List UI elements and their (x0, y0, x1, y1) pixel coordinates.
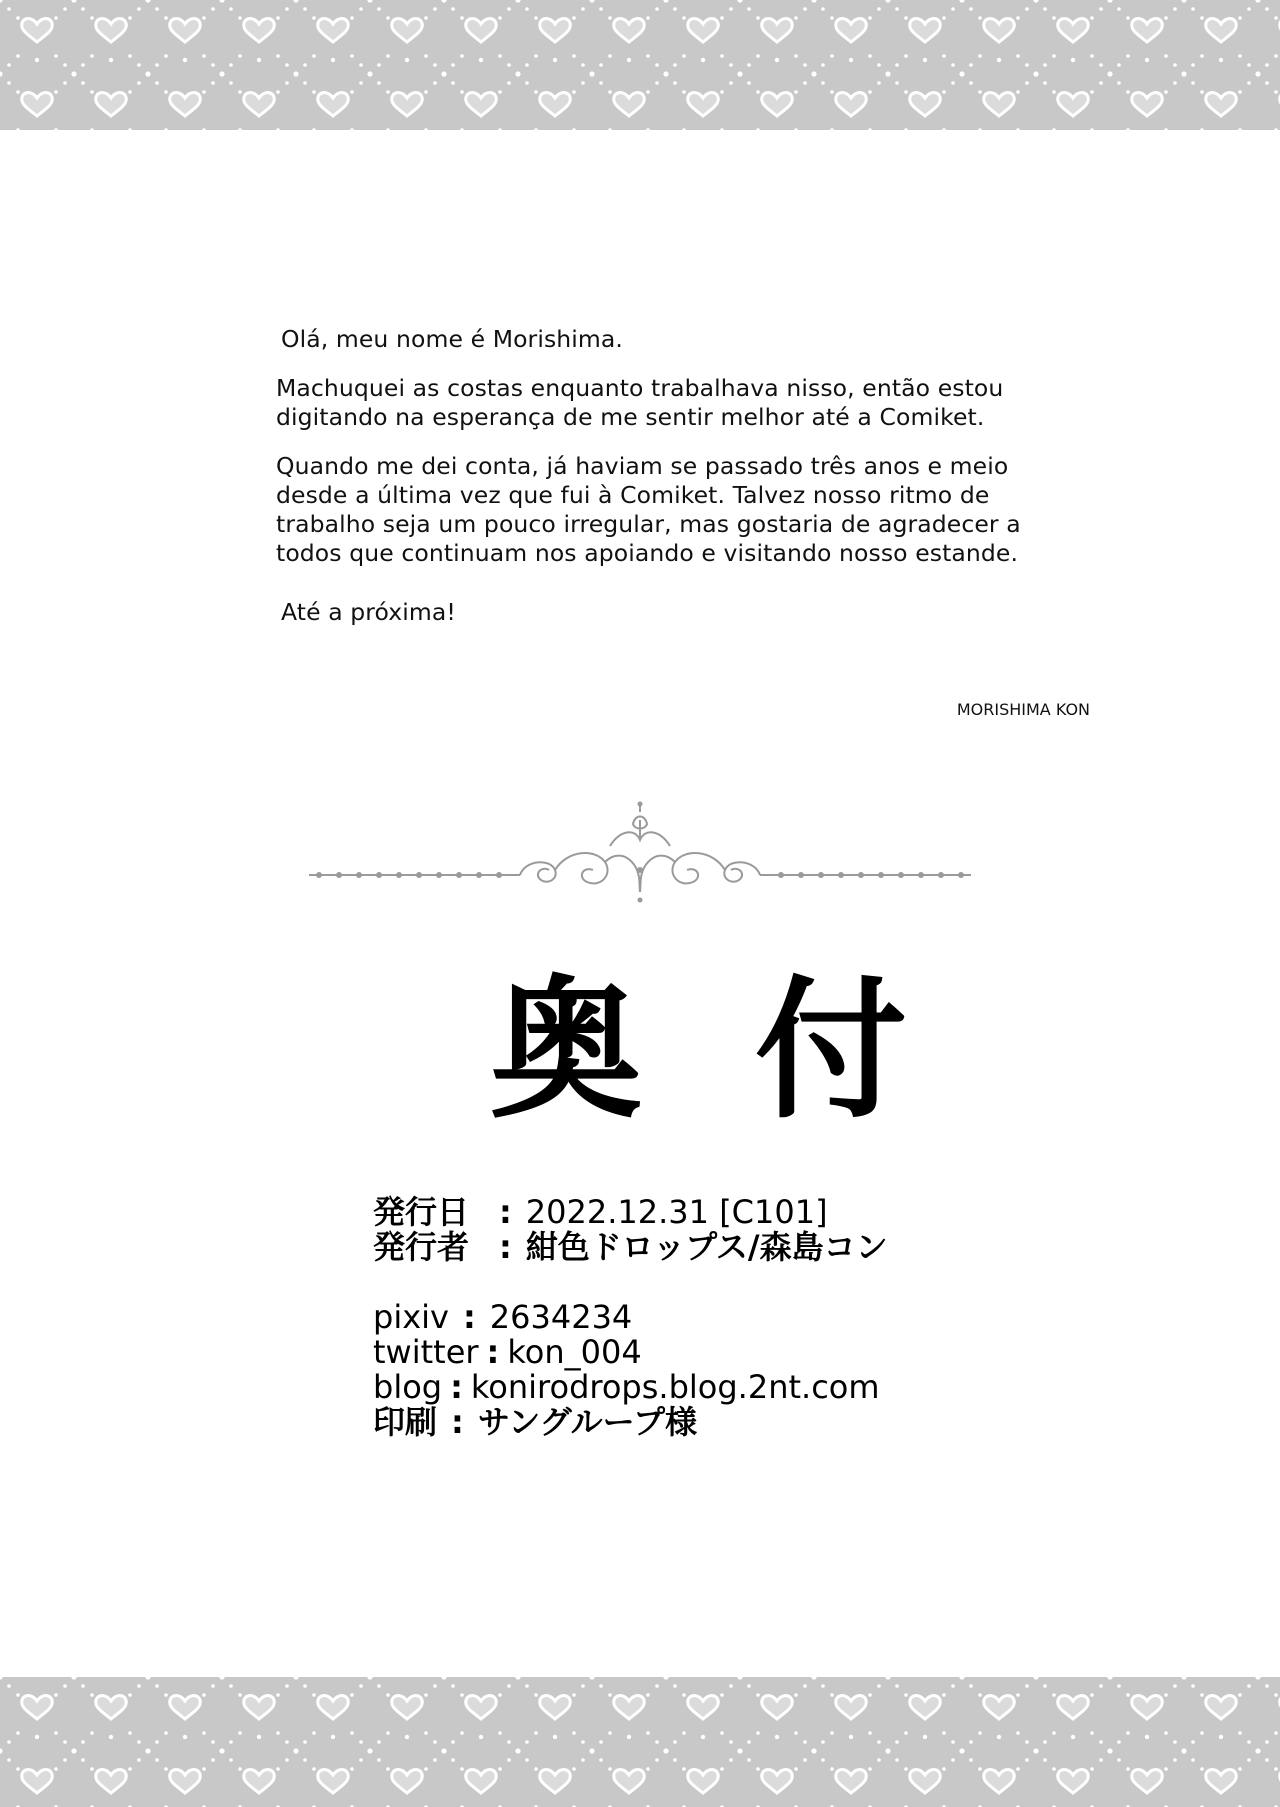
author-letter (276, 325, 1066, 627)
printer-value: サングループ様 (477, 1403, 698, 1441)
letter-line: desde a última vez que fui à Comiket. Talvez nosso ritmo de (276, 481, 990, 509)
letter-line: Quando me dei conta, já haviam se passado três anos e meio (276, 452, 1009, 480)
pixiv-row (373, 1300, 880, 1335)
letter-closing: Até a próxima! (281, 598, 456, 626)
heart-pattern-bottom (0, 1677, 1280, 1807)
twitter-label: twitter (373, 1333, 479, 1371)
author-signature: MORISHIMA KON (956, 700, 1090, 719)
separator: : (462, 1298, 476, 1336)
letter-line: digitando na esperança de me sentir melhor até a Comiket. (276, 403, 985, 431)
publisher-row (373, 1230, 888, 1265)
separator: : (499, 1228, 512, 1266)
bottom-heart-border (0, 1677, 1280, 1807)
publish-date-value: 2022.12.31 [C101] (525, 1193, 828, 1231)
pixiv-label: pixiv (373, 1298, 449, 1336)
letter-line: trabalho seja um pouco irregular, mas gostaria de agradecer a (276, 510, 1021, 538)
separator: : (451, 1403, 464, 1441)
letter-line: Machuquei as costas enquanto trabalhava nisso, então estou (276, 374, 1004, 402)
separator: : (499, 1193, 512, 1231)
top-heart-border (0, 0, 1280, 130)
printer-row (373, 1405, 880, 1440)
flourish-divider-icon (305, 800, 975, 914)
twitter-handle: kon_004 (507, 1333, 642, 1371)
letter-line: todos que continuam nos apoiando e visitando nosso estande. (276, 539, 1019, 567)
blog-row (373, 1370, 880, 1405)
colophon-contact-info (373, 1300, 880, 1440)
publish-date-row (373, 1195, 888, 1230)
colophon-title: 奥 付 (490, 962, 937, 1139)
publisher-value: 紺色ドロップス/森島コン (525, 1228, 888, 1266)
pixiv-id: 2634234 (489, 1298, 633, 1336)
printer-label: 印刷 (373, 1403, 438, 1441)
colophon-publication-info (373, 1195, 888, 1265)
separator: : (486, 1333, 500, 1371)
blog-label: blog (373, 1368, 443, 1406)
letter-paragraph-1 (276, 374, 1066, 432)
letter-paragraph-2 (276, 452, 1066, 568)
publish-date-label: 発行日 (373, 1193, 470, 1231)
blog-url: konirodrops.blog.2nt.com (470, 1368, 880, 1406)
publisher-label: 発行者 (373, 1228, 470, 1266)
letter-greeting: Olá, meu nome é Morishima. (281, 325, 623, 353)
separator: : (450, 1368, 463, 1406)
heart-pattern-top (0, 0, 1280, 130)
twitter-row (373, 1335, 880, 1370)
